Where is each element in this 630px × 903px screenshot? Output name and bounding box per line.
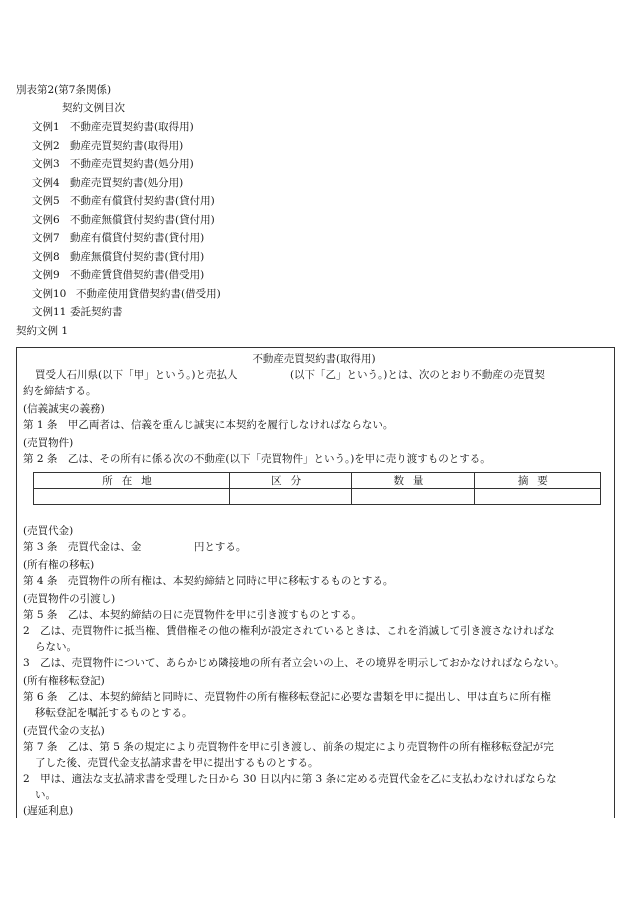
table-cell [34,489,230,505]
contract-box [16,347,615,818]
article-text: 第 1 条 甲乙両者は、信義を重んじ誠実に本契約を履行しなければならない。 [23,419,394,431]
toc-item: 文例3 不動産売買契約書(処分用) [32,158,194,170]
article-text: 第 4 条 売買物件の所有権は、本契約締結と同時に甲に移転するものとする。 [23,575,394,587]
toc-item: 文例5 不動産有償貸付契約書(貸付用) [32,195,215,207]
article-text: い。 [35,789,56,801]
contract-title: 不動産売買契約書(取得用) [252,353,376,365]
article-text: らない。 [35,641,77,653]
table-row [34,489,601,505]
toc-item: 文例6 不動産無償貸付契約書(貸付用) [32,214,215,226]
contract-intro: 買受人石川県(以下「甲」という。)と売払人 (以下「乙」という。)とは、次のとおり不動産の売買契 [35,369,545,381]
table-cell [352,489,474,505]
table-header-quantity: 数量 [352,473,474,489]
contract-intro: 約を締結する。 [23,385,97,397]
article-heading: (遅延利息) [23,805,74,817]
toc-item: 文例7 動産有償貸付契約書(貸付用) [32,232,205,244]
article-heading: (所有権移転登記) [23,675,105,687]
article-text: 3 乙は、売買物件について、あらかじめ隣接地の所有者立会いの上、その境界を明示しておかなければならない。 [23,657,565,669]
article-heading: (売買物件の引渡し) [23,593,116,605]
toc-title: 契約文例目次 [62,102,125,114]
article-heading: (所有権の移転) [23,559,95,571]
toc-item: 文例9 不動産賃貸借契約書(借受用) [32,269,205,281]
toc-item: 文例10 不動産使用貸借契約書(借受用) [32,288,221,300]
toc-item: 文例1 不動産売買契約書(取得用) [32,121,194,133]
schedule-title: 別表第2(第7条関係) [16,84,112,96]
article-heading: (売買物件) [23,437,74,449]
article-heading: (売買代金の支払) [23,725,105,737]
toc-item: 文例2 動産売買契約書(取得用) [32,140,184,152]
toc-item: 文例4 動産売買契約書(処分用) [32,177,184,189]
article-heading: (売買代金) [23,525,74,537]
article-text: 2 甲は、適法な支払請求書を受理した日から 30 日以内に第 3 条に定める売買代金を乙に支払わなければならな [23,773,557,785]
toc-item: 文例8 動産無償貸付契約書(貸付用) [32,251,205,263]
article-text: 第 3 条 売買代金は、金 円とする。 [23,541,247,553]
article-text: 2 乙は、売買物件に抵当権、賃借権その他の権利が設定されているときは、これを消滅して引き渡さなければな [23,625,555,637]
article-text: 第 6 条 乙は、本契約締結と同時に、売買物件の所有権移転登記に必要な書類を甲に提出し、甲は直ちに所有権 [23,691,551,703]
article-heading: (信義誠実の義務) [23,403,105,415]
article-text: 第 5 条 乙は、本契約締結の日に売買物件を甲に引き渡すものとする。 [23,609,362,621]
example-label: 契約文例 1 [16,325,69,337]
table-header-location: 所在地 [34,473,230,489]
table-header-category: 区分 [229,473,351,489]
table-cell [474,489,600,505]
article-text: 移転登記を嘱託するものとする。 [35,707,193,719]
toc-item: 文例11 委託契約書 [32,306,123,318]
table-header-row [34,473,601,489]
article-text: 了した後、売買代金支払請求書を甲に提出するものとする。 [35,757,319,769]
table-header-remarks: 摘要 [474,473,600,489]
table-cell [229,489,351,505]
article-text: 第 2 条 乙は、その所有に係る次の不動産(以下「売買物件」という。)を甲に売り渡すものとする。 [23,453,491,465]
article-text: 第 7 条 乙は、第 5 条の規定により売買物件を甲に引き渡し、前条の規定により売買物件の所有権移転登記が完 [23,741,554,753]
property-table [33,472,601,505]
